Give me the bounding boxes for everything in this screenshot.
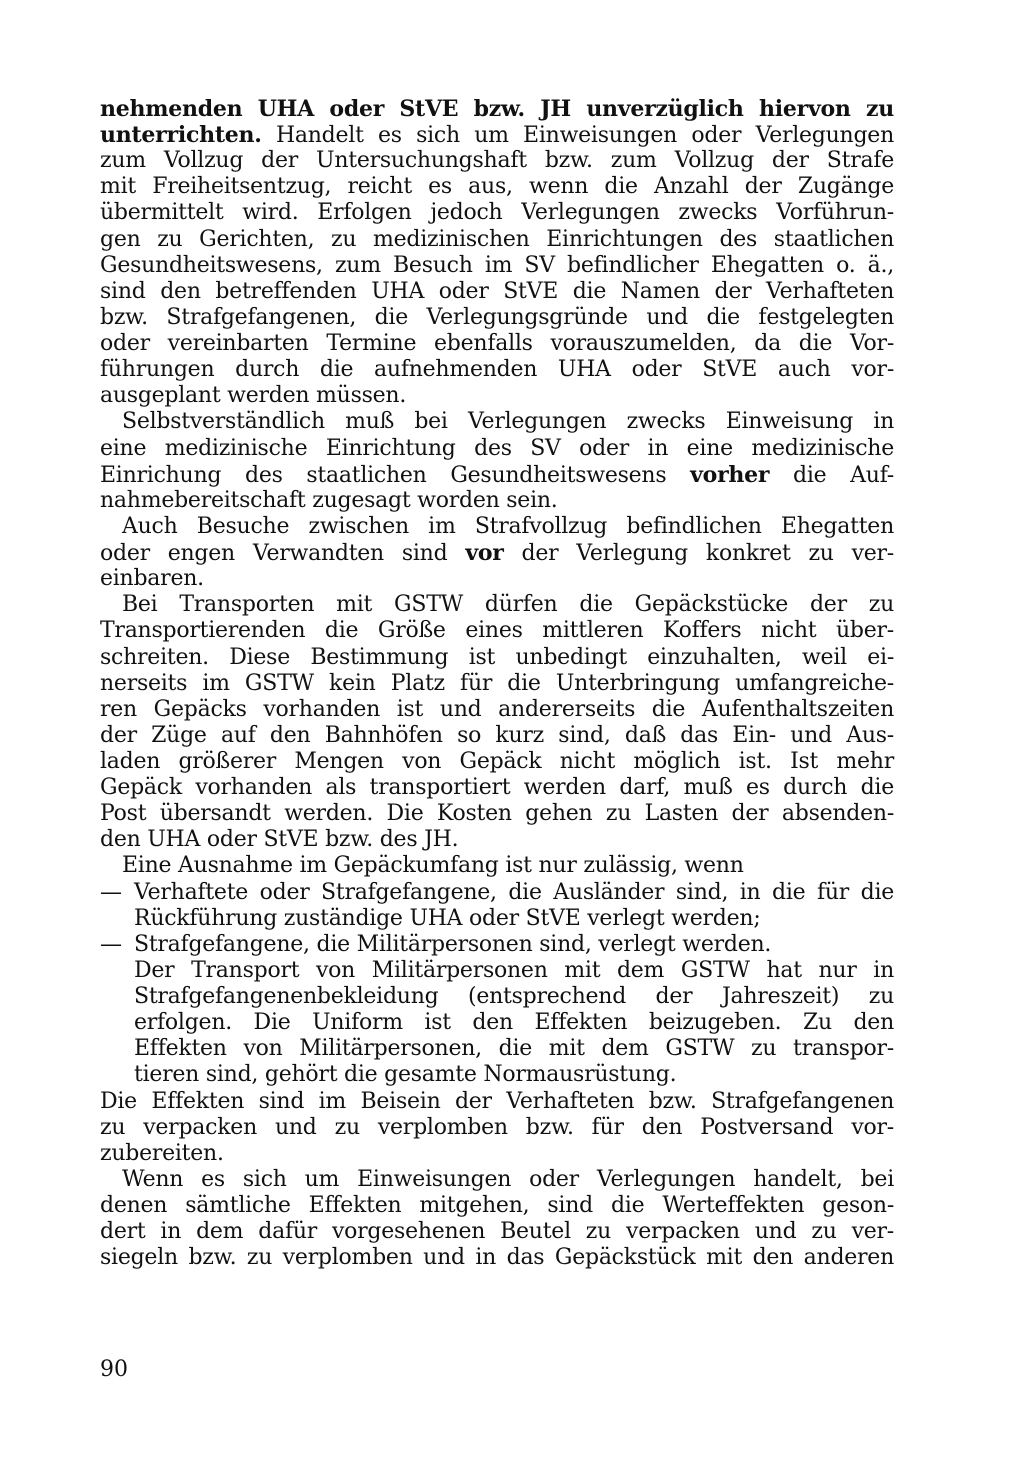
text-line: [134, 906, 894, 932]
text-line: [100, 671, 894, 697]
text-run: ausgeplant werden müssen.: [100, 383, 407, 409]
text-line: [122, 1167, 894, 1193]
text-line: [134, 932, 894, 958]
text-line: [100, 253, 894, 279]
text-line: [100, 1193, 894, 1219]
text-run: siegeln bzw. zu verplomben und in das Gepäckstück mit den anderen: [100, 1245, 894, 1271]
text-line: [100, 775, 894, 801]
text-run: der Züge auf den Bahnhöfen so kurz sind, daß das Ein- und Aus-: [100, 722, 894, 748]
text-run: Post übersandt werden. Die Kosten gehen zu Lasten der absenden-: [100, 801, 894, 827]
text-run: den UHA oder StVE bzw. des JH.: [100, 827, 459, 853]
text-line: [100, 462, 894, 488]
text-line: [134, 880, 894, 906]
text-run: Gesundheitswesens, zum Besuch im SV befindlicher Ehegatten o. ä.,: [100, 252, 894, 278]
bold-text: vorher: [690, 461, 770, 488]
text-line: [122, 853, 894, 879]
text-line: [100, 148, 894, 174]
text-run: Verhaftete oder Strafgefangene, die Ausländer sind, in die für die: [134, 879, 894, 905]
text-line: [100, 1219, 894, 1245]
text-run: Handelt es sich um Einweisungen oder Verlegungen: [261, 123, 894, 149]
text-line: [134, 984, 894, 1010]
text-run: die Auf-: [769, 462, 894, 488]
text-line: [100, 645, 894, 671]
text-line: [100, 200, 894, 226]
text-run: Einrichung des staatlichen Gesundheitswesens: [100, 462, 691, 488]
text-run: oder engen Verwandten sind: [100, 541, 466, 567]
text-run: mit Freiheitsentzug, reicht es aus, wenn die Anzahl der Zugänge: [100, 174, 894, 200]
text-line: [100, 827, 894, 853]
text-line: [100, 1245, 894, 1271]
text-run: Gepäck vorhanden als transportiert werden darf, muß es durch die: [100, 775, 894, 801]
text-run: Bei Transporten mit GSTW dürfen die Gepäckstücke der zu: [122, 592, 894, 618]
text-line: [100, 488, 894, 514]
list-dash: —: [100, 879, 122, 905]
text-run: Transportierenden die Größe eines mittleren Koffers nicht über-: [100, 618, 894, 644]
text-run: nerseits im GSTW kein Platz für die Unterbringung umfangreiche-: [100, 670, 894, 696]
text-run: zubereiten.: [100, 1140, 224, 1166]
text-line: [122, 514, 894, 540]
text-line: [134, 958, 894, 984]
text-line: [100, 279, 894, 305]
text-line: [100, 331, 894, 357]
text-run: eine medizinische Einrichtung des SV oder in eine medizinische: [100, 435, 894, 461]
bold-text: nehmenden UHA oder StVE bzw. JH unverzüglich hiervon zu: [100, 96, 894, 122]
text-line: [134, 1010, 894, 1036]
text-line: [100, 174, 894, 200]
text-run: Wenn es sich um Einweisungen oder Verlegungen handelt, bei: [122, 1166, 894, 1192]
text-line: [122, 409, 894, 435]
text-run: gen zu Gerichten, zu medizinischen Einrichtungen des staatlichen: [100, 226, 894, 252]
list-dash: —: [100, 931, 122, 957]
text-run: zu verpacken und zu verplomben bzw. für den Postversand vor-: [100, 1114, 894, 1140]
text-run: dert in dem dafür vorgesehenen Beutel zu verpacken und zu ver-: [100, 1219, 894, 1245]
text-line: [122, 592, 894, 618]
text-run: Strafgefangenenbekleidung (entsprechend der Jahreszeit) zu: [134, 984, 894, 1010]
text-run: bzw. Strafgefangenen, die Verlegungsgründe und die festgelegten: [100, 304, 894, 330]
text-line: [100, 540, 894, 566]
text-line: [100, 1141, 894, 1167]
text-run: Eine Ausnahme im Gepäckumfang ist nur zulässig, wenn: [122, 853, 744, 879]
text-line: [100, 618, 894, 644]
bold-text: unterrichten.: [100, 122, 262, 149]
text-run: erfolgen. Die Uniform ist den Effekten beizugeben. Zu den: [134, 1010, 894, 1036]
text-run: Die Effekten sind im Beisein der Verhafteten bzw. Strafgefangenen: [100, 1088, 894, 1114]
bold-text: vor: [465, 540, 504, 567]
text-run: führungen durch die aufnehmenden UHA oder StVE auch vor-: [100, 357, 894, 383]
text-run: oder vereinbarten Termine ebenfalls vorauszumelden, da die Vor-: [100, 331, 894, 357]
text-line: [100, 96, 894, 122]
text-line: [100, 436, 894, 462]
text-line: [100, 1115, 894, 1141]
text-line: [100, 697, 894, 723]
text-run: Selbstverständlich muß bei Verlegungen zwecks Einweisung in: [122, 409, 894, 435]
text-run: tieren sind, gehört die gesamte Normausrüstung.: [134, 1062, 677, 1088]
text-line: [134, 1036, 894, 1062]
text-run: laden größerer Mengen von Gepäck nicht möglich ist. Ist mehr: [100, 749, 894, 774]
text-line: [100, 357, 894, 383]
text-line: [100, 227, 894, 253]
text-line: [100, 383, 894, 409]
text-run: ren Gepäcks vorhanden ist und andererseits die Aufenthaltszeiten: [100, 696, 894, 722]
text-run: Strafgefangene, die Militärpersonen sind, verlegt werden.: [134, 931, 772, 957]
text-run: zum Vollzug der Untersuchungshaft bzw. zum Vollzug der Strafe: [100, 148, 894, 174]
text-line: [100, 801, 894, 827]
text-run: der Verlegung konkret zu ver-: [503, 541, 894, 567]
text-line: [100, 723, 894, 749]
text-run: Rückführung zuständige UHA oder StVE verlegt werden;: [134, 905, 761, 931]
text-line: [100, 305, 894, 331]
text-line: [100, 122, 894, 148]
text-run: schreiten. Diese Bestimmung ist unbedingt einzuhalten, weil ei-: [100, 644, 894, 670]
text-line: [134, 1062, 894, 1088]
text-run: Auch Besuche zwischen im Strafvollzug befindlichen Ehegatten: [122, 513, 894, 539]
text-run: einbaren.: [100, 566, 204, 592]
text-run: denen sämtliche Effekten mitgehen, sind die Werteffekten geson-: [100, 1193, 894, 1219]
text-run: nahmebereitschaft zugesagt worden sein.: [100, 487, 558, 513]
text-line: [100, 749, 894, 775]
text-run: Effekten von Militärpersonen, die mit dem GSTW zu transpor-: [134, 1036, 894, 1062]
text-line: [100, 566, 894, 592]
text-run: sind den betreffenden UHA oder StVE die Namen der Verhafteten: [100, 278, 894, 304]
page-number: 90: [100, 1357, 128, 1382]
text-line: [100, 1089, 894, 1115]
text-run: übermittelt wird. Erfolgen jedoch Verlegungen zwecks Vorführun-: [100, 200, 894, 226]
text-run: Der Transport von Militärpersonen mit dem GSTW hat nur in: [134, 957, 894, 983]
